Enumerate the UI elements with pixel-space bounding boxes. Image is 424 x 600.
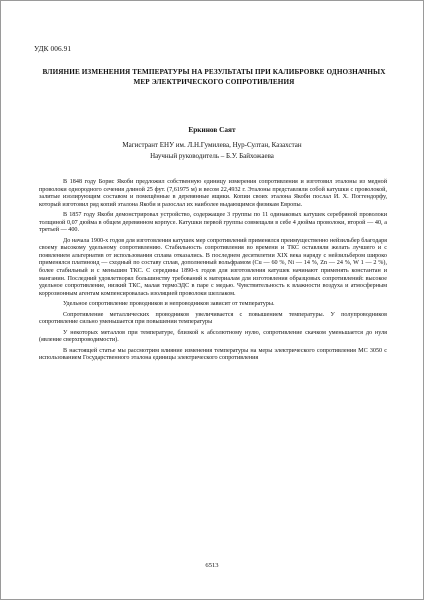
paragraph: До начала 1900-х годов для изготовления катушек мер сопротивлений применялся преимущественно нейзильбер благодаря своему высокому удельному сопротивлению. Стабильность сопротивления во времени и ТКС оставляли желать лучшего и с появлением альтернатив от использования сплава отказались. В последнем десятилетии XIX века наряду с нейзильбером широко применялся платиноид — сходный по составу сплав, дополненный вольфрамом (Cu — 60 %, Ni — 14 %, Zn — 24 %, W 1 — 2 %), более стабильный и с меньшим ТКС. С середины 1890-х годов для изготовления катушек начинают применять константан и манганин. Последний удовлетворял большинству требований к материалам для изготовления образцовых сопротивлений: высокое удельное сопротивление, низкий ТКС, малая термоЭДС в паре с медью. Чувствительность к влажности воздуха и атмосферным коррозионным агентам компенсировалась изоляцией проволоки шеллаком. (39, 237, 387, 297)
article-title: ВЛИЯНИЕ ИЗМЕНЕНИЯ ТЕМПЕРАТУРЫ НА РЕЗУЛЬТАТЫ ПРИ КАЛИБРОВКЕ ОДНОЗНАЧНЫХ МЕР ЭЛЕКТРИЧЕСКОГО СОПРОТИВЛЕНИЯ (42, 68, 386, 86)
paragraph: Удельное сопротивление проводников и непроводников зависит от температуры. (63, 301, 275, 308)
page-number: 6513 (205, 562, 219, 569)
paragraph: У некоторых металлов при температуре, близкой к абсолютному нулю, сопротивление скачком уменьшается до нуля (явление сверхпроводимости). (39, 329, 387, 344)
supervisor: Научный руководитель – Б.У. Байхожаева (150, 152, 274, 161)
udk-code: УДК 006.91 (34, 44, 72, 53)
paragraph: В 1848 году Борис Якоби предложил собственную единицу измерения сопротивления и изготовил эталоны из медной проволоки однородного сечения длиной 25 фут. (7,61975 м) и весом 22,4932 г. Эталоны представляли собой катушки с проволокой, залитые изолирующим составом и помещённые в деревянные ящики. Копии своих эталона Якоби послал И. Х. Поггендорфу, который изготовил ряд копий эталона Якоби и разослал их наиболее выдающимся физикам Европы. (39, 179, 387, 208)
author-name: Еркинов Саят (188, 125, 236, 134)
paragraph: Сопротивление металлических проводников увеличивается с повышением температуры. У полупроводников сопротивление сильно уменьшается при повышении температуры (39, 311, 387, 326)
paragraph: В настоящей статье мы рассмотрим влияние изменения температуры на меры электрического сопротивления МС 3050 с использованием Государственного эталона единицы электрического сопротивления (39, 347, 387, 362)
paragraph: В 1857 году Якоби демонстрировал устройство, содержащее 3 группы по 11 одинаковых катушек серебряной проволоки толщиной 0,07 дюйма в общем деревянном корпусе. Катушки первой группы совмещали в себе 4 дюйма проволоки, второй — 40, а третьей — 400. (39, 212, 387, 234)
author-info (1, 140, 423, 163)
article-body (39, 179, 387, 366)
affiliation: Магистрант ЕНУ им. Л.Н.Гумилева, Нур-Султан, Казахстан (122, 141, 302, 149)
